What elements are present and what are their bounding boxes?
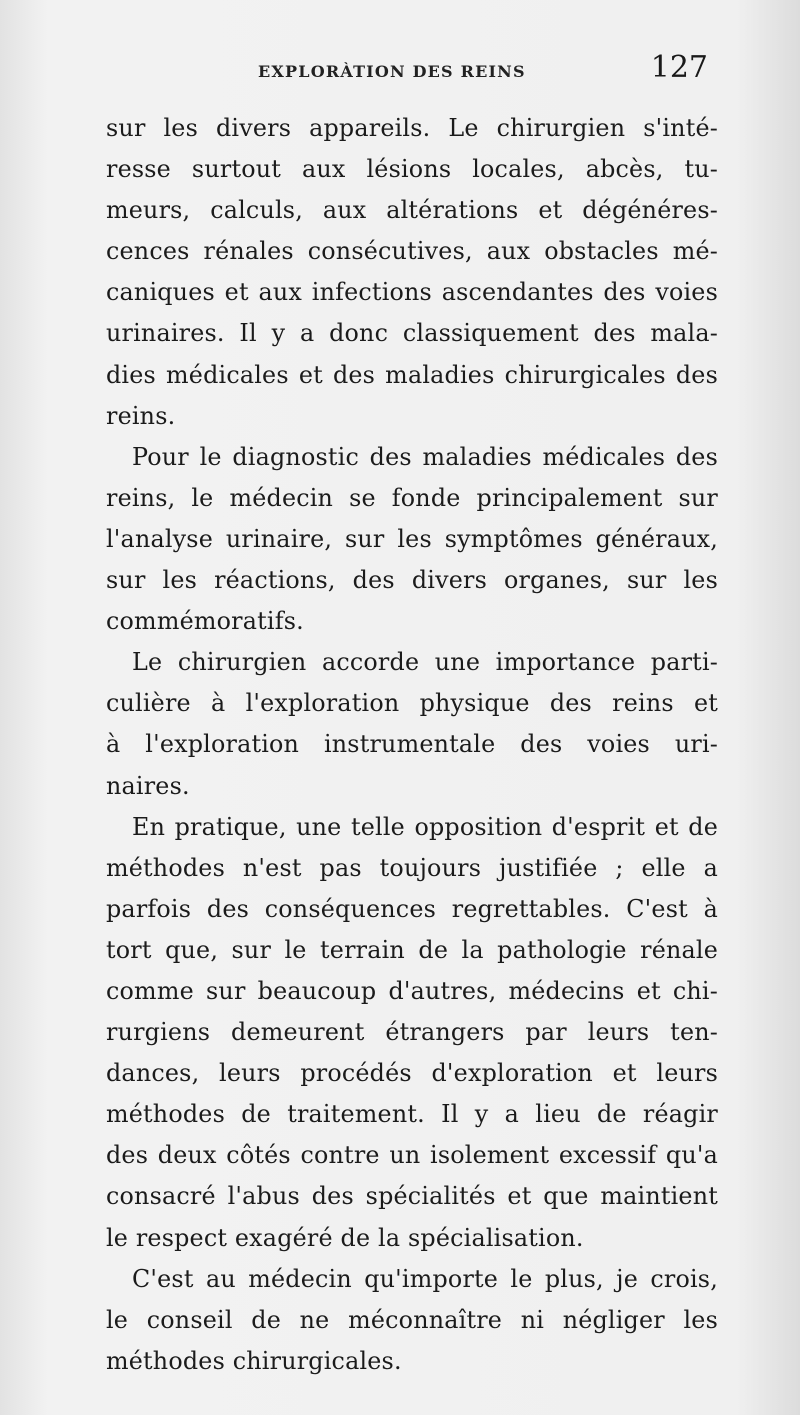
text-line: sur les réactions, des divers organes, sur les <box>106 566 718 595</box>
text-line: sur les divers appareils. Le chirurgien s'inté- <box>106 114 718 142</box>
text-line: méthodes chirurgicales. <box>106 1346 402 1375</box>
text-line: culière à l'exploration physique des reins et <box>106 689 718 718</box>
page-number: 127 <box>650 50 708 85</box>
text-line: méthodes de traitement. Il y a lieu de réagir <box>106 1100 718 1129</box>
text-line: meurs, calculs, aux altérations et dégénéres- <box>106 196 718 225</box>
text-line: dies médicales et des maladies chirurgicales des <box>106 360 718 389</box>
text-line: consacré l'abus des spécialités et que maintient <box>106 1182 718 1211</box>
paragraph-5 <box>106 1259 718 1382</box>
text-line: urinaires. Il y a donc classiquement des mala- <box>106 319 718 348</box>
text-line: le conseil de ne méconnaître ni négliger les <box>106 1305 718 1334</box>
running-title: EXPLORÀTION DES REINS <box>258 62 526 81</box>
text-line: comme sur beaucoup d'autres, médecins et chi- <box>106 976 718 1005</box>
text-line: reins. <box>106 401 176 430</box>
text-line: l'analyse urinaire, sur les symptômes généraux, <box>106 524 718 553</box>
text-line: Pour le diagnostic des maladies médicales des <box>132 442 718 471</box>
text-line: commémoratifs. <box>106 607 304 636</box>
text-line: En pratique, une telle opposition d'esprit et de <box>132 812 718 841</box>
text-line: tort que, sur le terrain de la pathologie rénale <box>106 935 718 964</box>
page-header <box>0 50 800 90</box>
paragraph-2 <box>106 437 718 642</box>
text-line: naires. <box>106 771 190 800</box>
text-line: à l'exploration instrumentale des voies uri- <box>106 730 718 759</box>
text-line: dances, leurs procédés d'exploration et leurs <box>106 1059 718 1088</box>
text-line: reins, le médecin se fonde principalement sur <box>106 483 718 512</box>
text-line: resse surtout aux lésions locales, abcès, tu- <box>106 155 718 184</box>
paragraph-1 <box>106 108 718 437</box>
text-line: des deux côtés contre un isolement excessif qu'a <box>106 1141 718 1170</box>
text-line: Le chirurgien accorde une importance parti- <box>132 648 718 677</box>
text-line: parfois des conséquences regrettables. C'est à <box>106 894 718 923</box>
paragraph-3 <box>106 642 718 806</box>
text-line: méthodes n'est pas toujours justifiée ; elle a <box>106 853 718 882</box>
text-line: caniques et aux infections ascendantes des voies <box>106 278 718 307</box>
text-line: le respect exagéré de la spécialisation. <box>106 1223 584 1252</box>
body-text <box>106 108 718 1382</box>
text-line: C'est au médecin qu'importe le plus, je crois, <box>132 1264 718 1293</box>
text-line: rurgiens demeurent étrangers par leurs ten- <box>106 1018 718 1047</box>
paragraph-4 <box>106 807 718 1259</box>
text-line: cences rénales consécutives, aux obstacles mé- <box>106 237 718 266</box>
